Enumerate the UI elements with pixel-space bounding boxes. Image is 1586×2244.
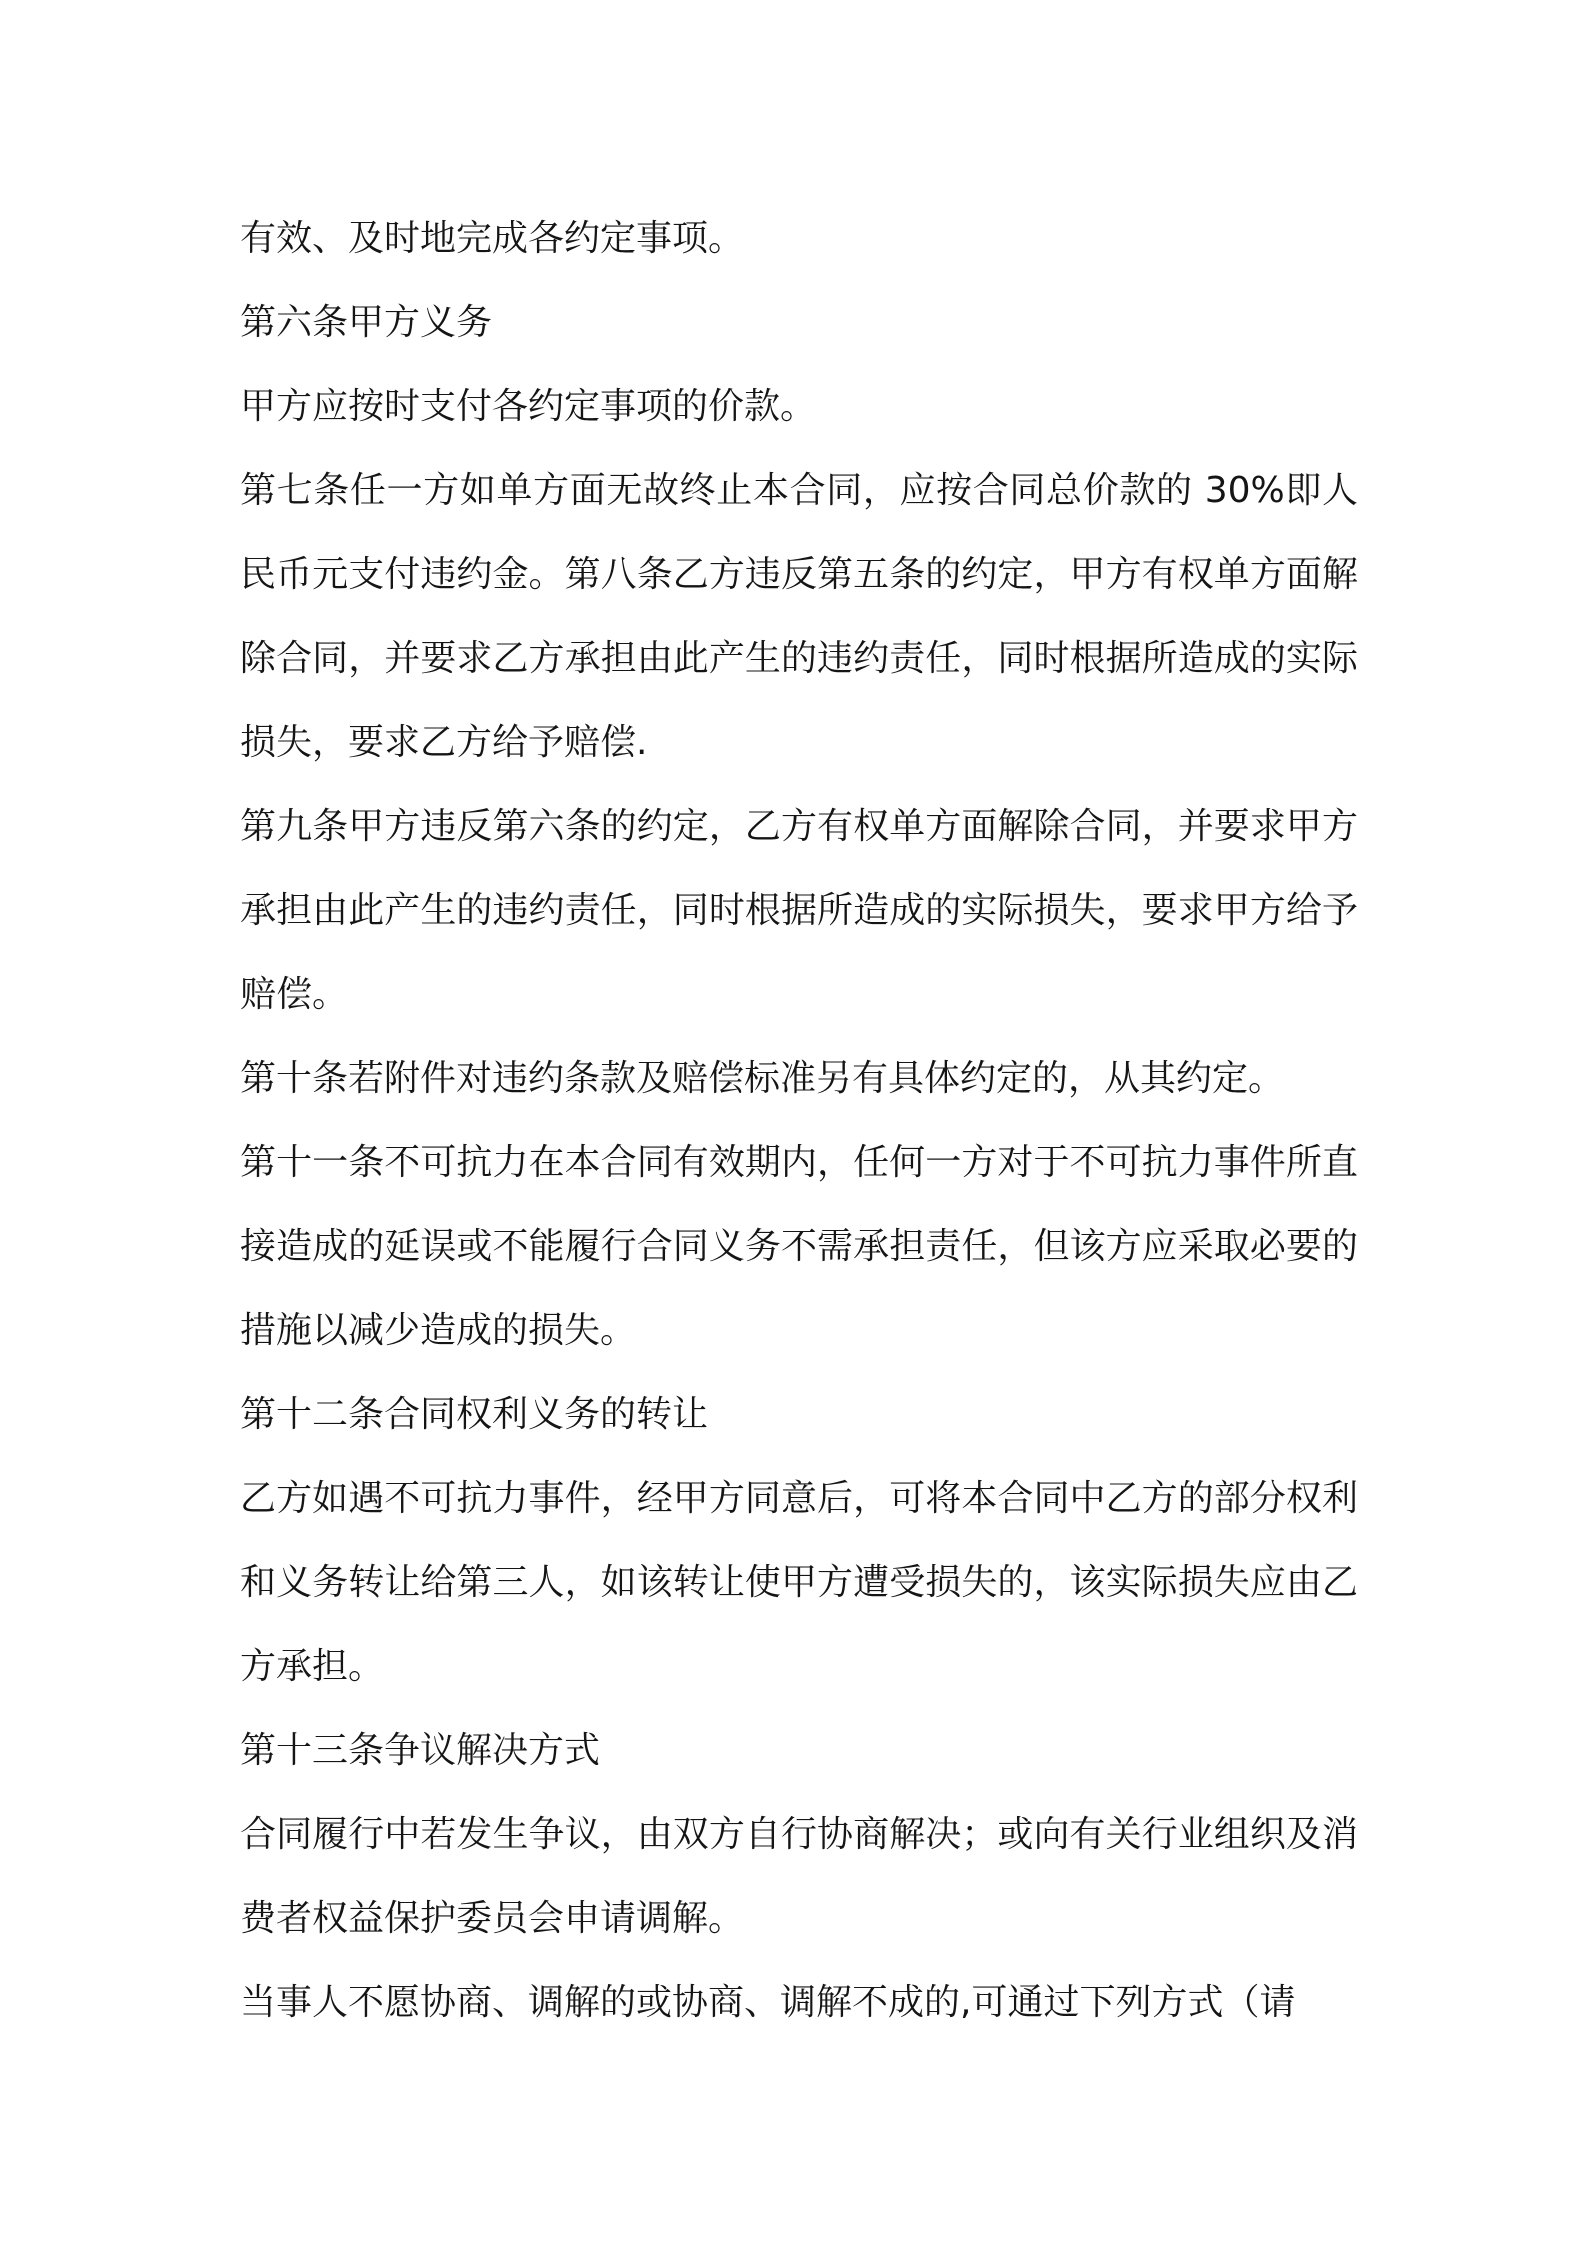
- article-13-heading: 第十三条争议解决方式: [240, 1730, 601, 1771]
- article-13-paragraph: 合同履行中若发生争议，由双方自行协商解决；或向有关行业组织及消费者权益保护委员会申请调解。: [240, 1814, 1358, 1939]
- article-6-heading: 第六条甲方义务: [240, 302, 493, 343]
- article-10-paragraph: 第十条若附件对违约条款及赔偿标准另有具体约定的，从其约定。: [240, 1058, 1285, 1099]
- paragraph-1: 有效、及时地完成各约定事项。: [240, 218, 745, 259]
- article-12-heading: 第十二条合同权利义务的转让: [240, 1394, 709, 1435]
- article-12-paragraph: 乙方如遇不可抗力事件，经甲方同意后，可将本合同中乙方的部分权利和义务转让给第三人，如该转让使甲方遭受损失的，该实际损失应由乙方承担。: [240, 1478, 1358, 1687]
- article-9-paragraph: 第九条甲方违反第六条的约定，乙方有权单方面解除合同，并要求甲方承担由此产生的违约责任，同时根据所造成的实际损失，要求甲方给予赔偿。: [240, 806, 1358, 1015]
- paragraph-3: 甲方应按时支付各约定事项的价款。: [240, 386, 817, 427]
- article-11-paragraph: 第十一条不可抗力在本合同有效期内，任何一方对于不可抗力事件所直接造成的延误或不能履行合同义务不需承担责任，但该方应采取必要的措施以减少造成的损失。: [240, 1142, 1358, 1351]
- final-paragraph: 当事人不愿协商、调解的或协商、调解不成的,可通过下列方式（请: [240, 1982, 1296, 2023]
- article-7-8-paragraph: 第七条任一方如单方面无故终止本合同，应按合同总价款的 30%即人民币元支付违约金。第八条乙方违反第五条的约定，甲方有权单方面解除合同，并要求乙方承担由此产生的违约责任，同时根据所造成的实际损失，要求乙方给予赔偿.: [240, 470, 1358, 763]
- contract-text: [240, 197, 1358, 2045]
